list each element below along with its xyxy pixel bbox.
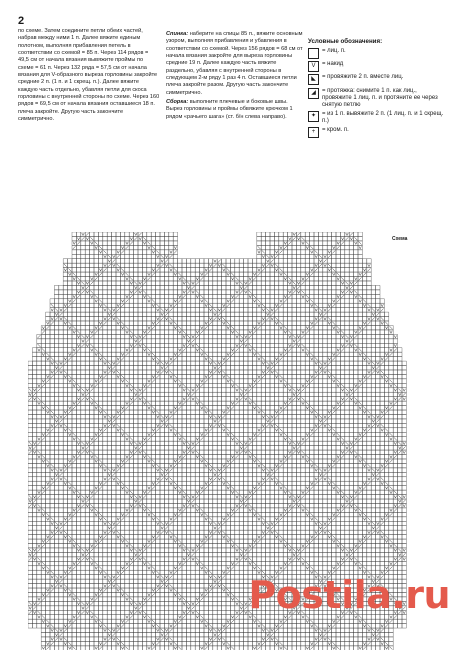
legend-label: = провяжите 2 п. вместе лиц. (322, 74, 404, 81)
legend-item-k2tog (308, 74, 448, 85)
legend-item-edge (308, 127, 448, 138)
legend-title: Условные обозначения: (308, 38, 383, 45)
back-text: наберите на спицы 85 п., вяжите основным узором, выполняя прибавления и убавления в соответствии со схемой. Через 156 рядов = 68 см от начала вязания закройте для выреза горловины средние 19 п. Далее каждую часть вяжите раздельно, убавляя с внутренней стороны в следующем 2-м ряду 1 раз 4 п. Оставшиеся петли плеча закройте разом. Другую часть закончите симметрично. (166, 31, 303, 96)
triangle-icon: ◣ (308, 74, 319, 85)
legend-item-increase (308, 111, 448, 125)
watermark-logo (248, 573, 450, 617)
legend-label: = из 1 п. вывяжите 2 п. (1 лиц. п. и 1 скрещ. п.) (322, 110, 444, 124)
instructions-left-column (18, 28, 160, 123)
legend-item-knit (308, 48, 448, 59)
triangle-right-icon: ◢ (308, 88, 319, 99)
v-icon: V (308, 61, 319, 72)
cross-star-icon: ✦ (308, 111, 319, 122)
back-heading: Спинка: (166, 31, 189, 37)
legend-item-yarnover (308, 61, 448, 72)
plus-icon: + (308, 127, 319, 138)
legend-label: = лиц. п. (322, 48, 346, 54)
legend-item-ssk (308, 88, 448, 109)
legend-label: = протяжка: снимите 1 п. как лиц., провяжите 1 лиц. п. и протяните ее через снятую петлю (322, 87, 438, 108)
watermark-text: Postila.ru (248, 573, 450, 617)
legend-label: = кром. п. (322, 126, 349, 133)
assembly-heading: Сборка: (166, 99, 189, 106)
instructions-middle-column (166, 31, 304, 123)
chart-title: Схема (392, 236, 408, 242)
legend-label: = накид (322, 61, 344, 68)
legend (308, 38, 448, 140)
blank-square-icon (308, 48, 319, 59)
assembly-text: выполните плечевые и боковые швы. Вырез горловины и проймы обвяжите крючком 1 рядом «рачьего шага» (ст. б/н слева направо). (166, 99, 293, 120)
left-column-text: по схеме. Затем соедините петли обеих частей, набрав между ними 1 п. Далее вяжите единым полотном, выполняя прибавления петель в соответствии со схемой = 85 п. Через 114 рядов = 49,5 см от начала вязания вывяжите проймы по схеме = 61 п. Через 132 ряда = 57,5 см от начала вязания для V-образного выреза горловины закройте средние 2 п. (1 п. и 1 скрещ. п.). Далее вяжите каждую часть отдельно, убавляя петли для скоса горловины с внутренней стороны по схеме. Через 160 рядов = 69,5 см от начала вязания оставшиеся 18 п. плеча закройте. Другую часть закончите симметрично. (18, 28, 160, 123)
assembly-paragraph (166, 99, 304, 121)
page-number: 2 (18, 15, 25, 27)
back-paragraph (166, 31, 304, 97)
